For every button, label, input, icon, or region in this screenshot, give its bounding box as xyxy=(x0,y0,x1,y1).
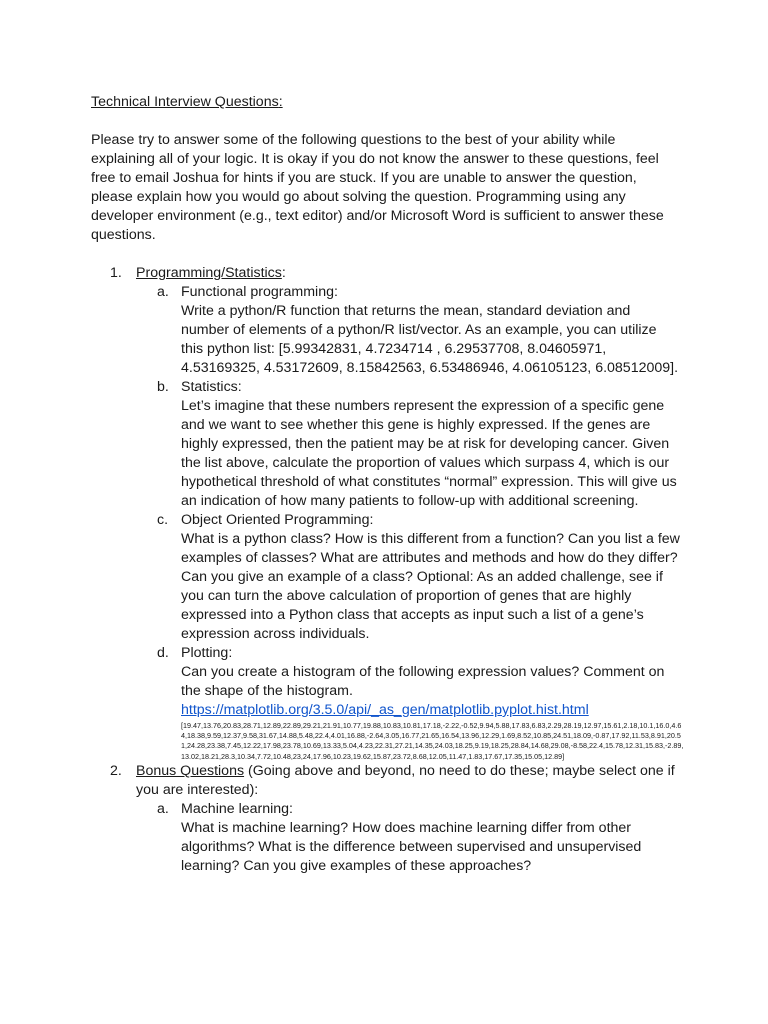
title-text: Technical Interview Questions xyxy=(91,94,279,110)
intro-paragraph: Please try to answer some of the following questions to the best of your ability while explaining all of your logic. It is okay if you do not know the answer to these questions, feel free to email Joshua for hints if you are stuck. If you are unable to answer the question, please explain how you would go about solving the question. Programming using any developer environment (e.g., text editor) and/or Microsoft Word is sufficient to answer these questions. xyxy=(91,132,664,243)
section-heading xyxy=(136,264,691,283)
section-heading-suffix: (Going above and beyond, no need to do these; maybe select one if you are interested): xyxy=(136,762,675,798)
item-label: Plotting: xyxy=(181,645,233,661)
item-text: Let’s imagine that these numbers represent the expression of a specific gene and we want to see whether this gene is highly expressed. If the genes are highly expressed, then the patient may be at risk for developing cancer. Given the list above, calculate the proportion of values which surpass 4, which is our hypothetical threshold of what constitutes “normal” expression. This will give us an indication of how many patients to follow-up with additional screening. xyxy=(181,398,677,509)
item-letter: a. xyxy=(157,284,169,300)
document-title xyxy=(91,93,691,112)
item-functional-programming xyxy=(136,283,691,378)
section-heading-text: Programming/Statistics xyxy=(136,265,282,281)
section-bonus-questions xyxy=(91,762,691,876)
item-text: What is a python class? How is this different from a function? Can you list a few examples of classes? What are attributes and methods and how do they differ? Can you give an example of a class? Optional: As an added challenge, see if you can turn the above calculation of proportion of genes that are highly expressed into a Python class that accepts as input such a list of a gene’s expression across individuals. xyxy=(181,531,680,642)
item-letter: d. xyxy=(157,645,169,661)
item-text: Write a python/R function that returns the mean, standard deviation and number of elements of a python/R list/vector. As an example, you can utilize this python list: [5.99342831, 4.7234714 , 6.29537708, 8.04605971, 4.53169325, 4.53172609, 8.15842563, 6.53486946, 4.06105123, 6.08512009]. xyxy=(181,303,679,376)
item-letter: c. xyxy=(157,512,169,528)
section-number: 1. xyxy=(110,265,122,281)
item-label: Machine learning: xyxy=(181,800,293,817)
title-colon: : xyxy=(278,94,283,110)
item-plotting xyxy=(136,644,691,762)
item-statistics xyxy=(136,378,691,511)
item-text: What is machine learning? How does machine learning differ from other algorithms? What is the difference between supervised and unsupervised learning? Can you give examples of these approaches? xyxy=(181,819,642,874)
item-machine-learning xyxy=(136,800,691,876)
section-heading-text: Bonus Questions xyxy=(136,762,245,779)
item-letter: b. xyxy=(157,379,169,395)
expression-values: [19.47,13.76,20.83,28.71,12.89,22.89,29.21,21.91,10.77,19.88,10.83,10.81,17.18,-2.22,-0.52,9.94,5.88,17.83,6.83,2.29,28.19,12.97,15.61,2.18,10.1,16.0,4.64,18.38,9.59,12.37,9.58,31.67,14.88,5.48,22.4,4.01,16.88,-2.64,3.05,16.77,21.65,16.54,13.96,12.29,1.69,8.52,10.85,24.51,18.09,-0.87,17.92,11.53,8.91,20.51,24.28,23.38,7.45,12.22,17.98,23.78,10.69,13.33,5.04,4.23,22.31,27.21,14.35,24.03,18.25,9.19,18.25,28.84,14.68,29.08,-8.58,22.4,15.78,12.31,15.83,-2.89,13.02,18.21,28.3,10.34,7.72,10.48,23,24,17.96,10.23,19.62,15.87,23.72,8.68,12.05,11.47,1.83,17.67,17.35,15.05,12.89] xyxy=(181,721,684,761)
item-label: Statistics: xyxy=(181,379,242,395)
document-page xyxy=(91,93,691,876)
item-label: Object Oriented Programming: xyxy=(181,512,374,528)
item-label: Functional programming: xyxy=(181,284,338,300)
item-letter: a. xyxy=(157,800,169,817)
item-text: Can you create a histogram of the following expression values? Comment on the shape of the histogram. xyxy=(181,664,665,699)
matplotlib-hist-link[interactable]: https://matplotlib.org/3.5.0/api/_as_gen/matplotlib.pyplot.hist.html xyxy=(181,702,589,718)
section-number: 2. xyxy=(110,762,122,779)
item-object-oriented-programming xyxy=(136,511,691,644)
section-heading xyxy=(136,762,681,800)
section-programming-statistics xyxy=(91,264,691,762)
section-heading-suffix: : xyxy=(281,265,286,281)
